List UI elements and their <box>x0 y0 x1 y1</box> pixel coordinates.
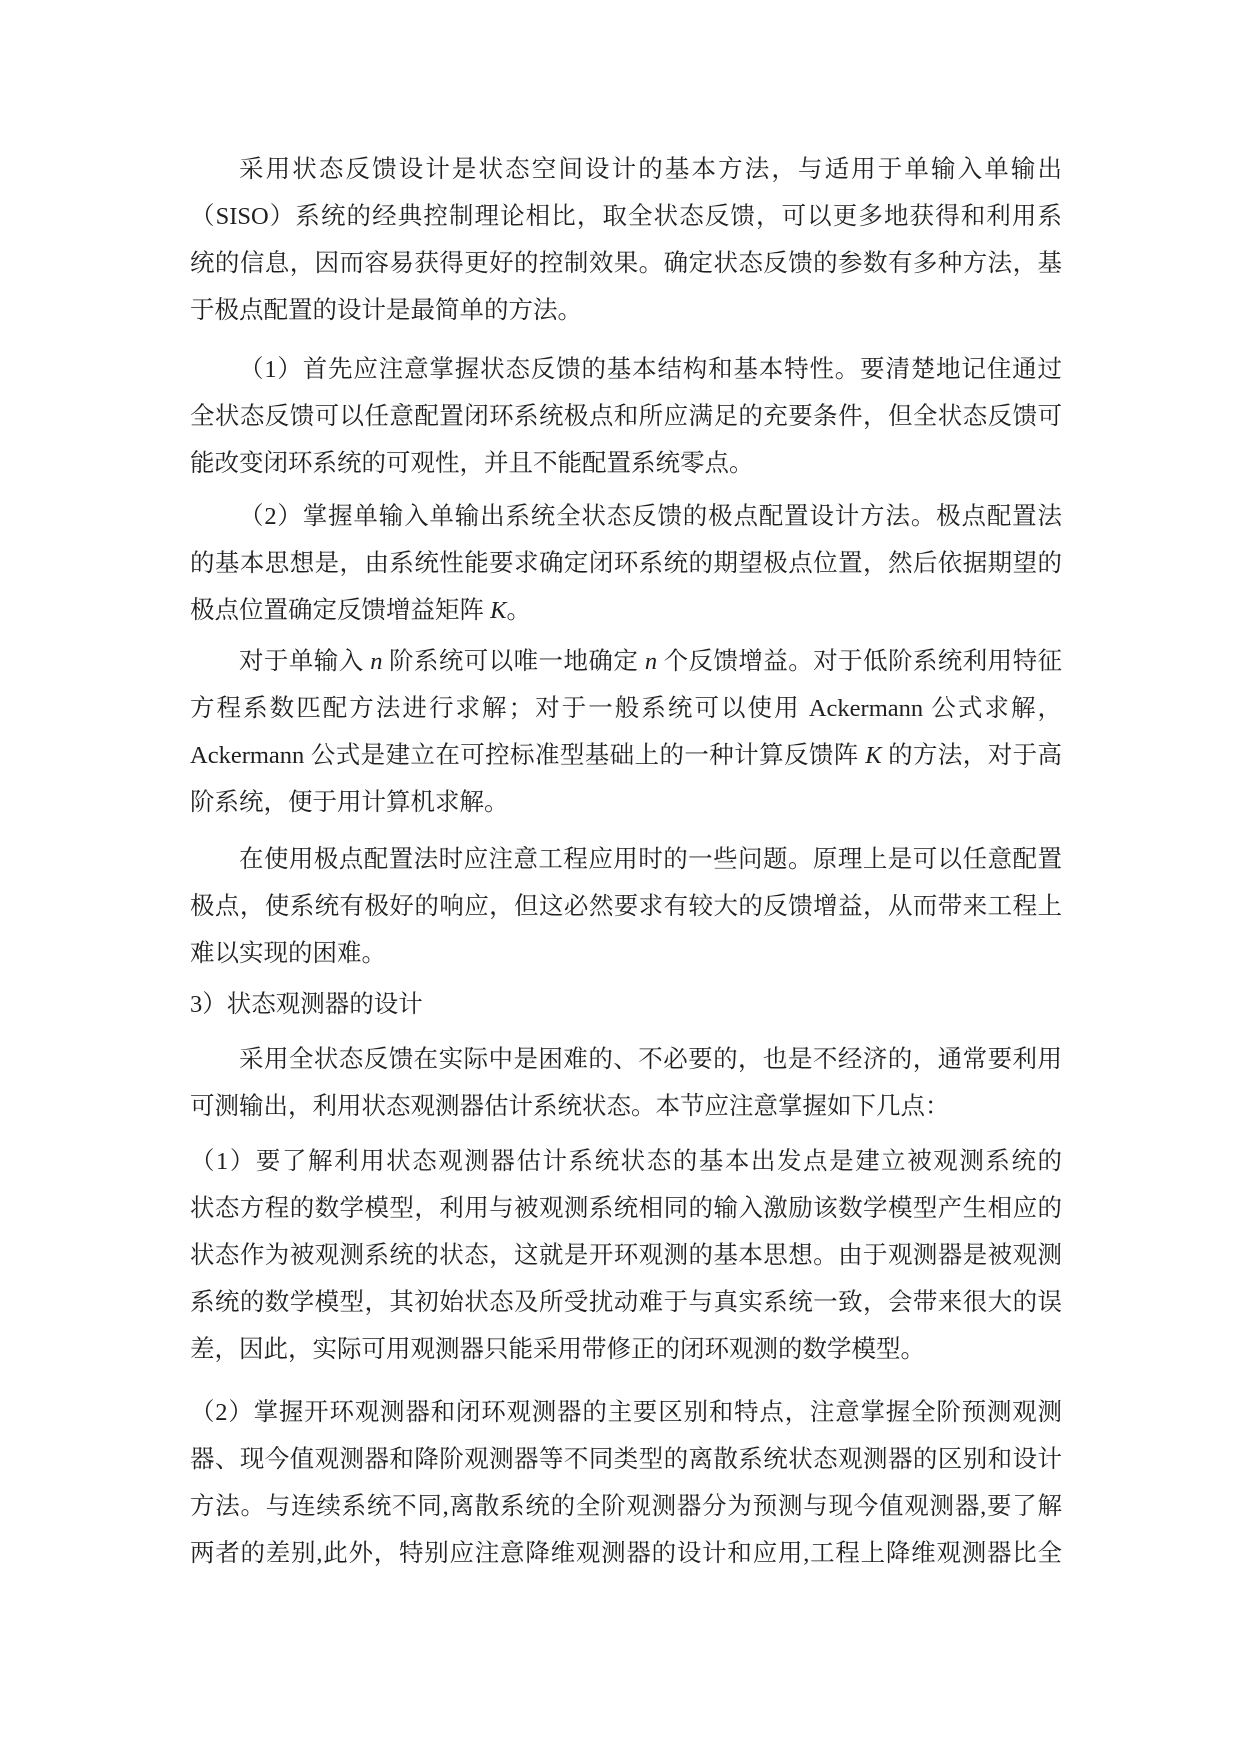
text-line: （2）掌握单输入单输出系统全状态反馈的极点配置设计方法。极点配置法 <box>239 503 1062 530</box>
text-line: 状态作为被观测系统的状态，这就是开环观测的基本思想。由于观测器是被观测 <box>190 1242 1062 1269</box>
text-line: （1）首先应注意掌握状态反馈的基本结构和基本特性。要清楚地记住通过 <box>239 356 1062 383</box>
text-segment: 。 <box>506 597 531 624</box>
text-line: （2）掌握开环观测器和闭环观测器的主要区别和特点，注意掌握全阶预测观测 <box>190 1399 1062 1426</box>
text-line: 的基本思想是，由系统性能要求确定闭环系统的期望极点位置，然后依据期望的 <box>190 550 1062 577</box>
paragraph <box>190 638 1062 826</box>
text-line: 能改变闭环系统的可观性，并且不能配置系统零点。 <box>190 450 754 477</box>
math-variable: n <box>370 648 383 675</box>
text-line: 极点，使系统有极好的响应，但这必然要求有较大的反馈增益，从而带来工程上 <box>190 893 1062 920</box>
paragraph <box>190 346 1062 487</box>
text-line: （SISO）系统的经典控制理论相比，取全状态反馈，可以更多地获得和利用系 <box>190 203 1062 230</box>
text-line <box>190 587 1062 634</box>
text-line: 方程系数匹配方法进行求解；对于一般系统可以使用 Ackermann 公式求解， <box>190 695 1062 722</box>
text-line <box>190 638 1062 685</box>
text-segment: Ackermann 公式是建立在可控标准型基础上的一种计算反馈阵 <box>190 742 866 769</box>
text-line: 采用状态反馈设计是状态空间设计的基本方法，与适用于单输入单输出 <box>239 156 1062 183</box>
page-content <box>190 146 1062 1577</box>
paragraph <box>190 1138 1062 1373</box>
text-line: 器、现今值观测器和降阶观测器等不同类型的离散系统状态观测器的区别和设计 <box>190 1446 1062 1473</box>
text-line: 于极点配置的设计是最简单的方法。 <box>190 297 582 324</box>
text-line: 方法。与连续系统不同,离散系统的全阶观测器分为预测与现今值观测器,要了解 <box>190 1493 1062 1520</box>
paragraph <box>190 836 1062 977</box>
text-line: 阶系统，便于用计算机求解。 <box>190 789 509 816</box>
paragraph <box>190 1389 1062 1577</box>
paragraph <box>190 493 1062 634</box>
text-line: 在使用极点配置法时应注意工程应用时的一些问题。原理上是可以任意配置 <box>239 846 1062 873</box>
text-line: 全状态反馈可以任意配置闭环系统极点和所应满足的充要条件，但全状态反馈可 <box>190 403 1062 430</box>
text-line: 难以实现的困难。 <box>190 940 386 967</box>
text-line: 差，因此，实际可用观测器只能采用带修正的闭环观测的数学模型。 <box>190 1336 925 1363</box>
text-segment: 的方法，对于高 <box>881 742 1063 769</box>
math-variable: n <box>644 648 658 675</box>
text-line: 采用全状态反馈在实际中是困难的、不必要的，也是不经济的，通常要利用 <box>239 1046 1062 1073</box>
text-line <box>190 732 1062 779</box>
text-line: （1）要了解利用状态观测器估计系统状态的基本出发点是建立被观测系统的 <box>190 1148 1062 1175</box>
math-variable: K <box>865 742 882 769</box>
text-segment: 阶系统可以唯一地确定 <box>382 648 645 675</box>
text-line: 统的信息，因而容易获得更好的控制效果。确定状态反馈的参数有多种方法，基 <box>190 250 1062 277</box>
section <box>190 981 1062 1577</box>
text-line: 两者的差别,此外，特别应注意降维观测器的设计和应用,工程上降维观测器比全 <box>190 1540 1062 1567</box>
math-variable: K <box>490 597 507 624</box>
section-heading: 3）状态观测器的设计 <box>190 991 423 1018</box>
text-segment: 极点位置确定反馈增益矩阵 <box>190 597 491 624</box>
text-segment: 对于单输入 <box>239 648 371 675</box>
text-line: 可测输出，利用状态观测器估计系统状态。本节应注意掌握如下几点： <box>190 1093 950 1120</box>
text-line: 状态方程的数学模型，利用与被观测系统相同的输入激励该数学模型产生相应的 <box>190 1195 1062 1222</box>
paragraph <box>190 1036 1062 1130</box>
paragraph <box>190 146 1062 334</box>
section <box>190 146 1062 977</box>
text-segment: 个反馈增益。对于低阶系统利用特征 <box>657 648 1063 675</box>
text-line: 系统的数学模型，其初始状态及所受扰动难于与真实系统一致，会带来很大的误 <box>190 1289 1062 1316</box>
